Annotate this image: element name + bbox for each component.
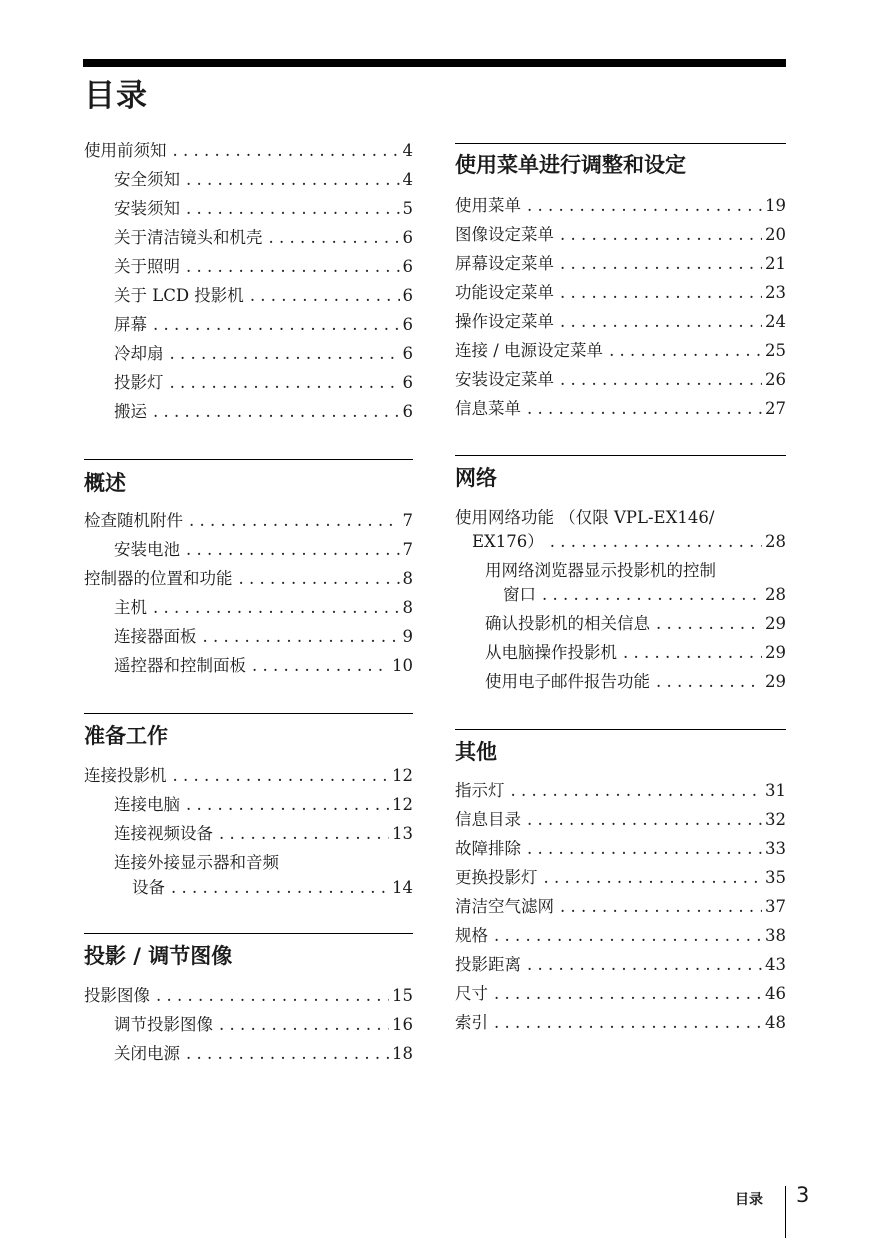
toc-entry-page: 29 <box>765 643 786 662</box>
toc-entry-page: 29 <box>765 672 786 691</box>
toc-entry[interactable] <box>114 198 413 220</box>
toc-entry-page: 23 <box>765 283 786 302</box>
dot-leader <box>186 794 389 816</box>
dot-leader <box>170 372 400 394</box>
toc-entry-label: 使用网络功能 （仅限 VPL-EX146/ <box>455 508 715 527</box>
dot-leader <box>173 140 400 162</box>
toc-entry[interactable] <box>114 852 413 874</box>
toc-entry[interactable] <box>455 1012 786 1034</box>
toc-entry-label: 用网络浏览器显示投影机的控制 <box>485 561 716 580</box>
dot-leader <box>494 983 762 1005</box>
dot-leader <box>527 398 762 420</box>
toc-entry-page: 29 <box>765 614 786 633</box>
dot-leader <box>542 584 762 606</box>
dot-leader <box>252 655 389 677</box>
toc-entry-page: 7 <box>402 511 413 530</box>
toc-entry-label: 安装设定菜单 <box>455 370 554 389</box>
dot-leader <box>219 823 389 845</box>
toc-entry-label: 使用菜单 <box>455 196 521 215</box>
toc-entry[interactable] <box>114 372 413 394</box>
toc-entry-page: 25 <box>765 341 786 360</box>
toc-entry-label: 故障排除 <box>455 839 521 858</box>
toc-entry-label: 信息目录 <box>455 810 521 829</box>
toc-entry[interactable] <box>455 954 786 976</box>
toc-entry[interactable] <box>114 1014 413 1036</box>
toc-entry-page: 24 <box>765 312 786 331</box>
toc-entry-label: 屏幕 <box>114 315 147 334</box>
toc-entry-label: 遥控器和控制面板 <box>114 656 246 675</box>
dot-leader <box>656 613 762 635</box>
toc-entry-page: 19 <box>765 196 786 215</box>
dot-leader <box>153 314 400 336</box>
dot-leader <box>186 198 400 220</box>
toc-entry-page: 8 <box>402 569 413 588</box>
toc-entry[interactable] <box>114 227 413 249</box>
dot-leader <box>527 809 762 831</box>
footer-section-label: 目录 <box>735 1192 763 1208</box>
toc-entry[interactable] <box>455 282 786 304</box>
toc-entry[interactable] <box>485 613 786 635</box>
page-number: 3 <box>796 1183 810 1207</box>
toc-entry-label: 投影图像 <box>84 986 150 1005</box>
toc-entry-label: 从电脑操作投影机 <box>485 643 617 662</box>
dot-leader <box>609 340 762 362</box>
toc-entry-label: 设备 <box>132 878 165 897</box>
footer-divider <box>785 1186 786 1238</box>
dot-leader <box>219 1014 389 1036</box>
toc-entry-page: 5 <box>402 199 413 218</box>
dot-leader <box>550 531 762 553</box>
toc-entry[interactable] <box>114 401 413 423</box>
toc-entry[interactable] <box>455 838 786 860</box>
toc-entry[interactable] <box>114 597 413 619</box>
toc-entry-page: 43 <box>765 955 786 974</box>
toc-entry[interactable] <box>84 140 413 162</box>
section-heading: 投影 / 调节图像 <box>84 944 233 968</box>
toc-entry[interactable] <box>455 369 786 391</box>
dot-leader <box>203 626 400 648</box>
toc-entry-page: 32 <box>765 810 786 829</box>
toc-entry-page: 6 <box>402 344 413 363</box>
toc-entry-label: 关闭电源 <box>114 1044 180 1063</box>
toc-entry-label: 连接器面板 <box>114 627 197 646</box>
dot-leader <box>560 282 762 304</box>
toc-entry[interactable] <box>455 867 786 889</box>
dot-leader <box>156 985 389 1007</box>
dot-leader <box>189 510 400 532</box>
toc-entry-page: 28 <box>765 532 786 551</box>
dot-leader <box>186 539 400 561</box>
toc-entry-label: 安全须知 <box>114 170 180 189</box>
dot-leader <box>153 597 400 619</box>
toc-entry-page: 46 <box>765 984 786 1003</box>
toc-entry-label: EX176） <box>472 532 544 551</box>
toc-entry[interactable] <box>455 983 786 1005</box>
dot-leader <box>269 227 400 249</box>
toc-section <box>84 713 413 897</box>
dot-leader <box>511 780 763 802</box>
toc-entry-page: 38 <box>765 926 786 945</box>
dot-leader <box>560 253 762 275</box>
toc-entry[interactable] <box>84 765 413 787</box>
toc-entry[interactable] <box>114 823 413 845</box>
toc-entry[interactable] <box>114 169 413 191</box>
toc-entry-label: 确认投影机的相关信息 <box>485 614 650 633</box>
toc-entry-page: 9 <box>402 627 413 646</box>
dot-leader <box>186 1043 389 1065</box>
toc-entry[interactable] <box>114 285 413 307</box>
dot-leader <box>560 896 762 918</box>
toc-entry[interactable] <box>455 896 786 918</box>
dot-leader <box>527 838 762 860</box>
toc-section <box>455 143 786 418</box>
toc-entry-page: 16 <box>392 1015 413 1034</box>
toc-entry[interactable] <box>455 311 786 333</box>
toc-entry-label: 关于清洁镜头和机壳 <box>114 228 263 247</box>
toc-entry-page: 6 <box>402 257 413 276</box>
toc-entry-page: 48 <box>765 1013 786 1032</box>
toc-entry-label: 检查随机附件 <box>84 511 183 530</box>
toc-section <box>84 933 413 1063</box>
toc-entry-page: 15 <box>392 986 413 1005</box>
dot-leader <box>239 568 400 590</box>
page-title: 目录 <box>84 78 148 114</box>
toc-entry-page: 26 <box>765 370 786 389</box>
toc-entry-page: 12 <box>392 795 413 814</box>
toc-entry-label: 连接电脑 <box>114 795 180 814</box>
toc-entry[interactable] <box>84 568 413 590</box>
toc-entry-label: 使用电子邮件报告功能 <box>485 672 650 691</box>
toc-entry[interactable] <box>132 877 413 899</box>
toc-entry-label: 搬运 <box>114 402 147 421</box>
toc-entry[interactable] <box>455 195 786 217</box>
dot-leader <box>560 369 762 391</box>
toc-entry-label: 主机 <box>114 598 147 617</box>
dot-leader <box>527 195 762 217</box>
section-heading: 准备工作 <box>84 724 168 748</box>
toc-entry-page: 4 <box>402 141 413 160</box>
dot-leader <box>560 311 762 333</box>
toc-entry[interactable] <box>455 780 786 802</box>
toc-entry-label: 功能设定菜单 <box>455 283 554 302</box>
dot-leader <box>186 256 400 278</box>
toc-entry[interactable] <box>455 507 786 529</box>
toc-entry-page: 7 <box>402 540 413 559</box>
toc-entry[interactable] <box>455 925 786 947</box>
toc-entry-label: 使用前须知 <box>84 141 167 160</box>
toc-entry-label: 关于照明 <box>114 257 180 276</box>
toc-entry[interactable] <box>503 584 786 606</box>
toc-entry-label: 图像设定菜单 <box>455 225 554 244</box>
toc-entry-label: 投影距离 <box>455 955 521 974</box>
toc-entry[interactable] <box>472 531 786 553</box>
toc-entry[interactable] <box>114 626 413 648</box>
toc-entry[interactable] <box>455 224 786 246</box>
toc-entry-page: 10 <box>392 656 413 675</box>
toc-entry-label: 更换投影灯 <box>455 868 538 887</box>
dot-leader <box>623 642 762 664</box>
toc-entry[interactable] <box>114 314 413 336</box>
section-heading: 概述 <box>84 471 126 495</box>
toc-entry-page: 6 <box>402 228 413 247</box>
toc-entry-label: 清洁空气滤网 <box>455 897 554 916</box>
toc-entry-label: 调节投影图像 <box>114 1015 213 1034</box>
toc-entry[interactable] <box>455 340 786 362</box>
toc-entry-page: 18 <box>392 1044 413 1063</box>
toc-entry-page: 13 <box>392 824 413 843</box>
toc-entry-label: 连接外接显示器和音频 <box>114 853 279 872</box>
toc-entry-page: 6 <box>402 402 413 421</box>
toc-entry-page: 6 <box>402 315 413 334</box>
toc-entry[interactable] <box>114 256 413 278</box>
toc-entry-page: 21 <box>765 254 786 273</box>
section-heading: 其他 <box>455 740 497 764</box>
dot-leader <box>544 867 763 889</box>
toc-entry[interactable] <box>485 560 786 582</box>
toc-entry[interactable] <box>455 809 786 831</box>
toc-entry-label: 屏幕设定菜单 <box>455 254 554 273</box>
toc-entry-page: 6 <box>402 373 413 392</box>
dot-leader <box>250 285 400 307</box>
toc-entry-page: 37 <box>765 897 786 916</box>
toc-entry-label: 尺寸 <box>455 984 488 1003</box>
dot-leader <box>560 224 762 246</box>
toc-entry[interactable] <box>455 398 786 420</box>
dot-leader <box>173 765 390 787</box>
dot-leader <box>656 671 762 693</box>
toc-entry-label: 连接视频设备 <box>114 824 213 843</box>
toc-entry-page: 4 <box>402 170 413 189</box>
title-rule <box>83 59 786 67</box>
toc-entry[interactable] <box>114 655 413 677</box>
toc-entry[interactable] <box>84 510 413 532</box>
section-heading: 网络 <box>455 466 497 490</box>
toc-entry-page: 31 <box>765 781 786 800</box>
toc-entry-label: 冷却扇 <box>114 344 164 363</box>
toc-entry-label: 安装须知 <box>114 199 180 218</box>
toc-entry-label: 信息菜单 <box>455 399 521 418</box>
toc-section <box>455 729 786 1032</box>
toc-entry[interactable] <box>485 642 786 664</box>
dot-leader <box>170 343 400 365</box>
toc-entry-page: 27 <box>765 399 786 418</box>
toc-entry[interactable] <box>114 1043 413 1065</box>
toc-entry-page: 8 <box>402 598 413 617</box>
toc-entry-page: 20 <box>765 225 786 244</box>
toc-entry-page: 28 <box>765 585 786 604</box>
dot-leader <box>494 925 762 947</box>
toc-entry-label: 窗口 <box>503 585 536 604</box>
dot-leader <box>494 1012 762 1034</box>
dot-leader <box>153 401 400 423</box>
toc-section <box>455 455 786 691</box>
toc-entry-label: 安装电池 <box>114 540 180 559</box>
section-heading: 使用菜单进行调整和设定 <box>455 153 686 177</box>
dot-leader <box>186 169 400 191</box>
toc-entry-page: 12 <box>392 766 413 785</box>
toc-section <box>84 459 413 675</box>
toc-entry-label: 关于 LCD 投影机 <box>114 286 244 305</box>
toc-entry[interactable] <box>114 343 413 365</box>
toc-entry-label: 控制器的位置和功能 <box>84 569 233 588</box>
toc-entry-page: 33 <box>765 839 786 858</box>
toc-entry-label: 连接投影机 <box>84 766 167 785</box>
toc-entry-page: 35 <box>765 868 786 887</box>
toc-entry-label: 规格 <box>455 926 488 945</box>
toc-entry[interactable] <box>114 794 413 816</box>
toc-entry-page: 6 <box>402 286 413 305</box>
toc-entry-page: 14 <box>392 878 413 897</box>
toc-entry[interactable] <box>485 671 786 693</box>
toc-entry-label: 连接 / 电源设定菜单 <box>455 341 604 360</box>
toc-entry-label: 指示灯 <box>455 781 505 800</box>
dot-leader <box>171 877 389 899</box>
toc-entry-label: 操作设定菜单 <box>455 312 554 331</box>
toc-entry-label: 索引 <box>455 1013 488 1032</box>
toc-entry-label: 投影灯 <box>114 373 164 392</box>
dot-leader <box>527 954 762 976</box>
toc-entry[interactable] <box>455 253 786 275</box>
toc-entry[interactable] <box>84 985 413 1007</box>
toc-entry[interactable] <box>114 539 413 561</box>
